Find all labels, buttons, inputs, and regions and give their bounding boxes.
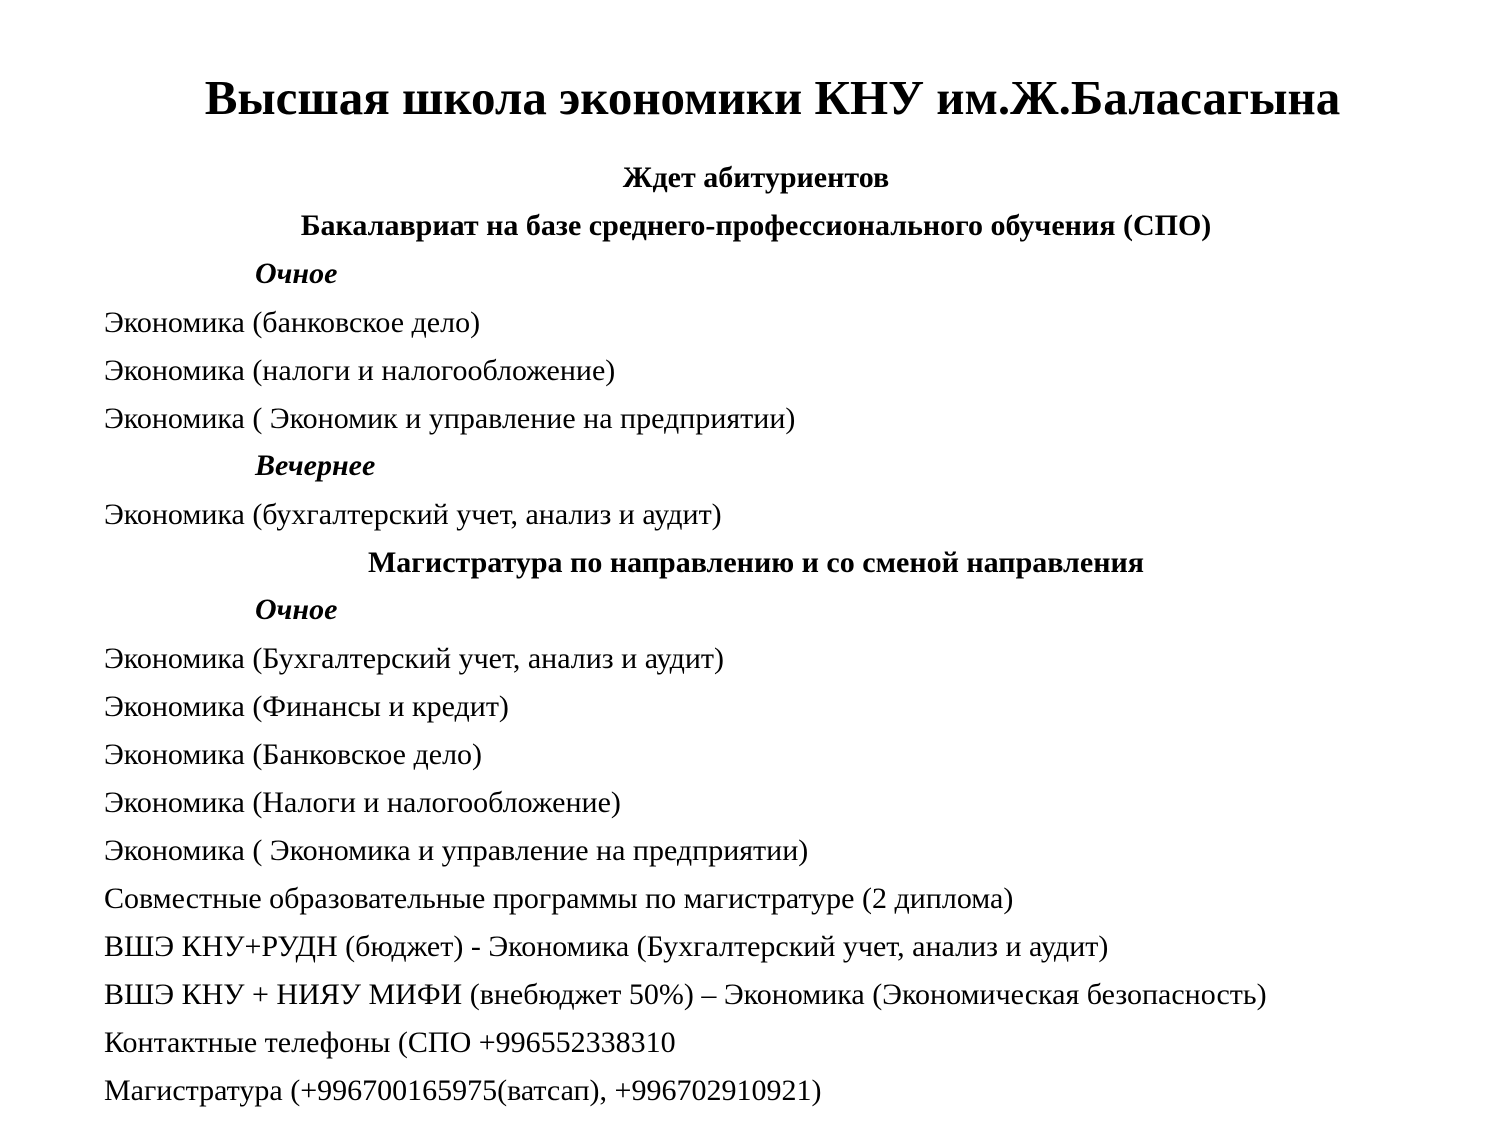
bachelor-fulltime-item: Экономика (налоги и налогообложение) — [104, 354, 616, 387]
master-fulltime-item: Экономика (Налоги и налогообложение) — [104, 786, 621, 819]
bachelor-fulltime-item: Экономика (банковское дело) — [104, 306, 481, 339]
master-fulltime-label: Очное — [255, 593, 338, 626]
bachelor-fulltime-label: Очное — [255, 257, 338, 290]
bachelor-heading: Бакалавриат на базе среднего-профессионального обучения (СПО) — [300, 209, 1212, 242]
joint-program-item: ВШЭ КНУ+РУДН (бюджет) - Экономика (Бухгалтерский учет, анализ и аудит) — [104, 930, 1109, 963]
bachelor-evening-label: Вечернее — [255, 449, 376, 482]
contact-line: Контактные телефоны (СПО +996552338310 — [104, 1026, 676, 1059]
master-fulltime-item: Экономика ( Экономика и управление на предприятии) — [104, 834, 809, 867]
master-fulltime-item: Экономика (Банковское дело) — [104, 738, 483, 771]
master-heading: Магистратура по направлению и со сменой направления — [367, 546, 1144, 579]
bachelor-fulltime-item: Экономика ( Экономик и управление на предприятии) — [104, 402, 796, 435]
master-fulltime-item: Экономика (Финансы и кредит) — [104, 690, 509, 723]
contact-line: Магистратура (+996700165975(ватсап), +996702910921) — [104, 1074, 822, 1107]
joint-program-item: ВШЭ КНУ + НИЯУ МИФИ (внебюджет 50%) – Экономика (Экономическая безопасность) — [104, 978, 1267, 1011]
bachelor-evening-item: Экономика (бухгалтерский учет, анализ и аудит) — [104, 498, 722, 531]
master-fulltime-item: Экономика (Бухгалтерский учет, анализ и аудит) — [104, 642, 725, 675]
joint-programs-heading: Совместные образовательные программы по магистратуре (2 диплома) — [104, 882, 1014, 915]
page-title: Высшая школа экономики КНУ им.Ж.Баласагына — [204, 70, 1341, 125]
subtitle: Ждет абитуриентов — [622, 161, 890, 194]
